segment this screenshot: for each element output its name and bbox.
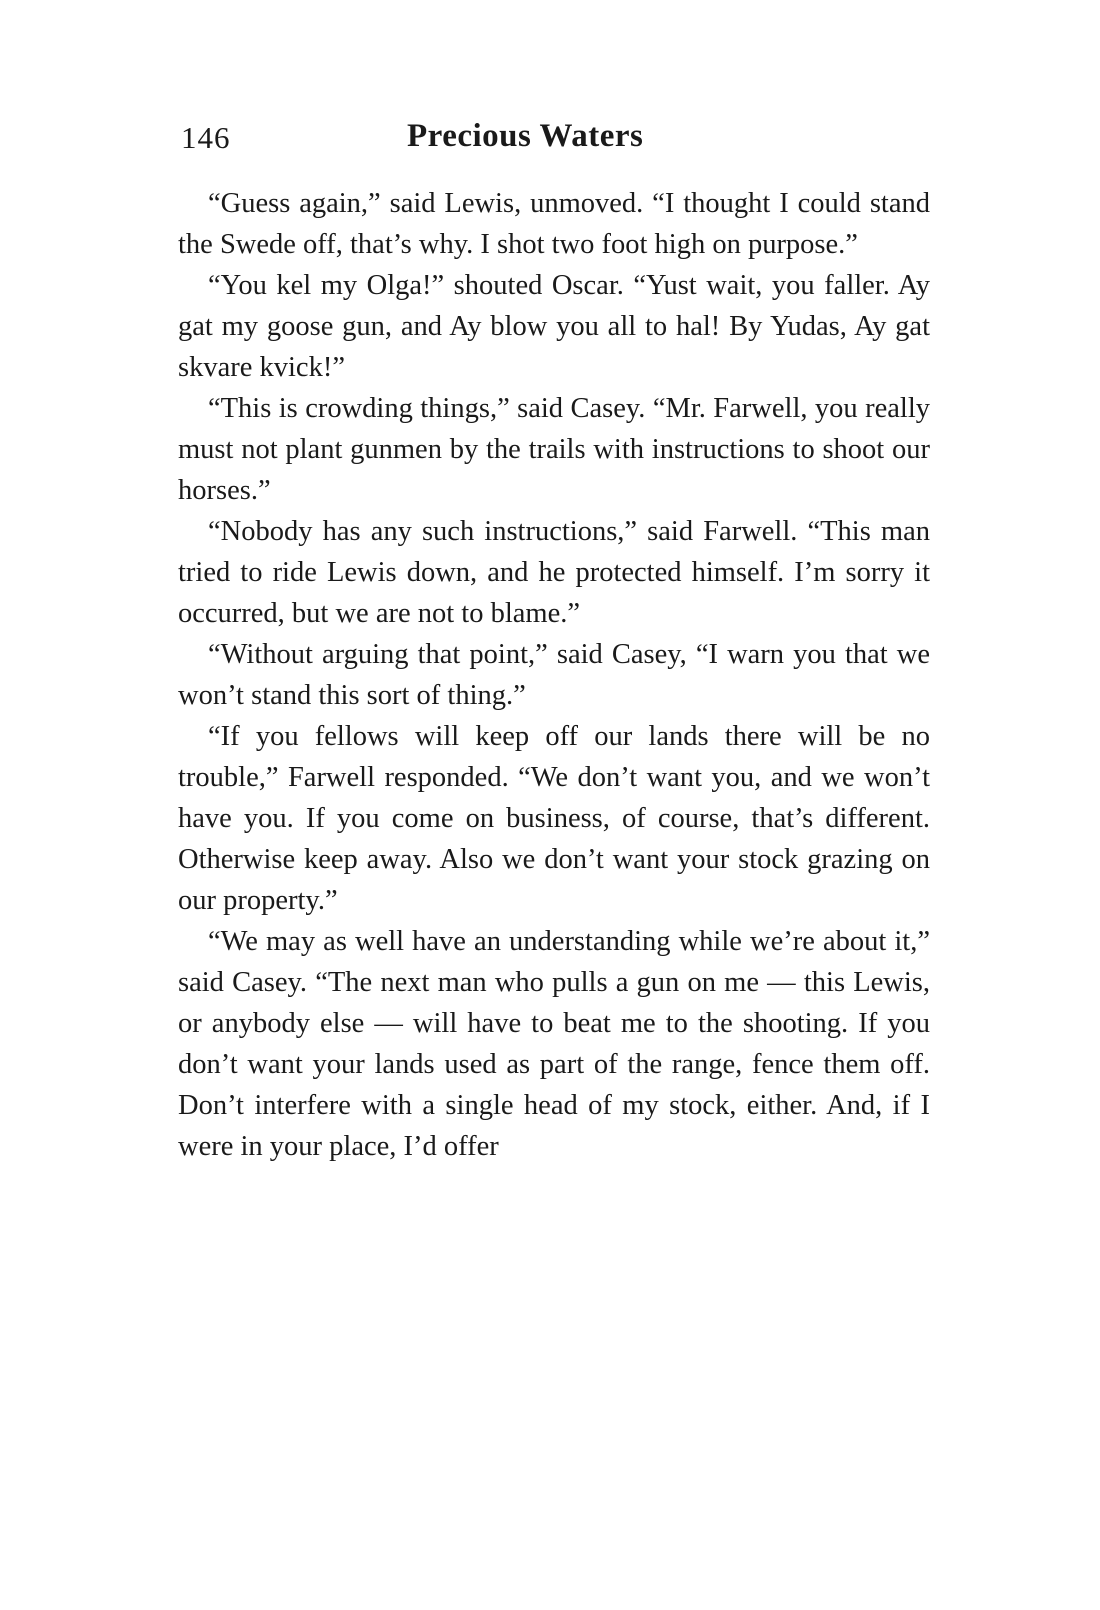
paragraph: “Nobody has any such instructions,” said Farwell. “This man tried to ride Lewis down, and he protected himself. I’m sorry it occurred, but we are not to blame.”: [178, 516, 930, 629]
paragraph: “Guess again,” said Lewis, unmoved. “I thought I could stand the Swede off, that’s why. I shot two foot high on purpose.”: [178, 188, 930, 260]
paragraph: “We may as well have an understanding while we’re about it,” said Casey. “The next man who pulls a gun on me — this Lewis, or anybody else — will have to beat me to the shooting. If you don’t want your lands used as part of the range, fence them off. Don’t interfere with a single head of my stock, either. And, if I were in your place, I’d offer: [178, 926, 930, 1162]
paragraph: “This is crowding things,” said Casey. “Mr. Farwell, you really must not plant gunmen by the trails with instructions to shoot our horses.”: [178, 393, 930, 506]
running-head: [181, 118, 929, 162]
page-title: Precious Waters: [407, 118, 644, 154]
paragraph: “Without arguing that point,” said Casey, “I warn you that we won’t stand this sort of thing.”: [178, 639, 930, 711]
paragraph: “If you fellows will keep off our lands there will be no trouble,” Farwell responded. “We don’t want you, and we won’t have you. If you come on business, of course, that’s different. Otherwise keep away. Also we don’t want your stock grazing on our property.”: [178, 721, 930, 916]
page-number: 146: [181, 120, 231, 155]
body-text: [178, 183, 930, 1167]
paragraph: “You kel my Olga!” shouted Oscar. “Yust wait, you faller. Ay gat my goose gun, and Ay blow you all to hal! By Yudas, Ay gat skvare kvick!”: [178, 270, 930, 383]
